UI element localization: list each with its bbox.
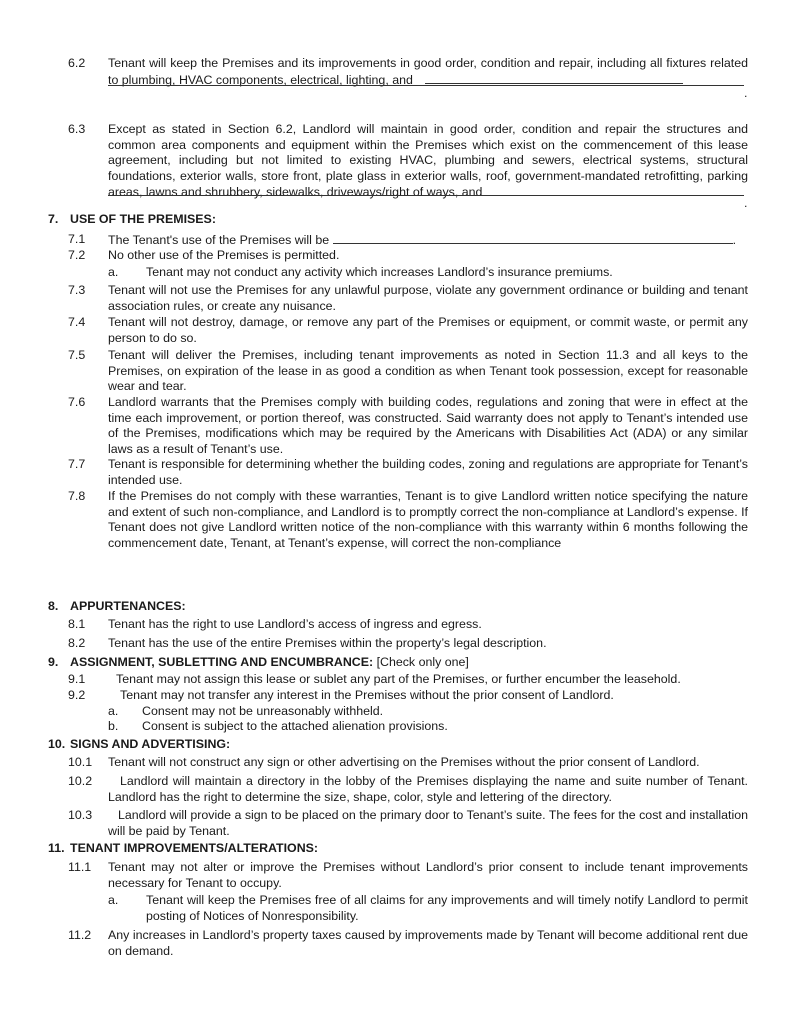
clause-number: 10.3 <box>68 808 93 822</box>
subclause-text: Tenant may not conduct any activity which increases Landlord’s insurance premiums. <box>146 264 613 279</box>
section-title: APPURTENANCES: <box>70 599 186 613</box>
subclause-letter: a. <box>108 703 119 718</box>
section-number: 7. <box>48 212 59 226</box>
clause-text: Tenant may not alter or improve the Premises without Landlord’s prior consent to include tenant improvements necessary for Tenant to occupy. <box>108 860 748 890</box>
clause-text: Tenant has the right to use Landlord’s access of ingress and egress. <box>108 617 482 631</box>
clause-7-4 <box>68 315 748 346</box>
clause-8-2 <box>68 636 748 652</box>
section-number: 10. <box>48 737 66 751</box>
clause-text: Tenant may not assign this lease or sublet any part of the Premises, or further encumber the leasehold. <box>116 672 681 686</box>
clause-number: 7.1 <box>68 232 86 246</box>
clause-9-2 <box>68 688 748 735</box>
clause-number: 6.2 <box>68 56 86 70</box>
section-heading-8 <box>48 599 748 615</box>
clause-text: Tenant has the use of the entire Premises within the property’s legal description. <box>108 636 547 650</box>
clause-text: Any increases in Landlord’s property taxes caused by improvements made by Tenant will become additional rent due on demand. <box>108 928 748 958</box>
clause-number: 11.1 <box>68 860 92 874</box>
subclause-text: Consent is subject to the attached alienation provisions. <box>142 719 448 733</box>
clause-number: 8.1 <box>68 617 86 631</box>
clause-text: Landlord will maintain a directory in the lobby of the Premises displaying the name and suite number of Tenant. Landlord has the right to determine the size, shape, color, style and lettering of the directory. <box>108 774 748 804</box>
clause-text: Tenant is responsible for determining whether the building codes, zoning and regulations are appropriate for Tenant’s intended use. <box>108 457 748 487</box>
clause-7-3 <box>68 283 748 314</box>
clause-text: The Tenant's use of the Premises will be <box>108 233 330 247</box>
section-heading-9 <box>48 655 748 671</box>
clause-number: 7.7 <box>68 457 86 471</box>
clause-10-2 <box>68 774 748 805</box>
subclause-letter: a. <box>108 264 119 279</box>
section-number: 9. <box>48 655 59 669</box>
clause-11-2 <box>68 928 748 959</box>
clause-text: Tenant will not construct any sign or other advertising on the Premises without the prior consent of Landlord. <box>108 755 700 769</box>
clause-7-7 <box>68 457 748 488</box>
clause-number: 9.2 <box>68 688 86 702</box>
clause-text: Landlord will provide a sign to be placed on the primary door to Tenant’s suite. The fees for the cost and installation will be paid by Tenant. <box>108 808 748 838</box>
clause-text: Tenant will not use the Premises for any unlawful purpose, violate any government ordinance or building and tenant association rules, or create any nuisance. <box>108 283 748 313</box>
section-note: [Check only one] <box>376 655 469 669</box>
subclause-9-2-b <box>68 719 748 735</box>
clause-number: 9.1 <box>68 672 86 686</box>
clause-number: 11.2 <box>68 928 92 942</box>
subclause-7-2-a <box>68 265 748 281</box>
clause-text: No other use of the Premises is permitted. <box>108 248 340 262</box>
clause-text: Tenant will not destroy, damage, or remove any part of the Premises or equipment, or commit waste, or permit any person to do so. <box>108 315 748 345</box>
blank-line-6-2[interactable] <box>425 72 683 84</box>
subclause-letter: b. <box>108 719 119 733</box>
clause-text: Tenant may not transfer any interest in the Premises without the prior consent of Landlord. <box>120 688 614 702</box>
section-title: SIGNS AND ADVERTISING: <box>70 737 231 751</box>
subclause-text: Tenant will keep the Premises free of all claims for any improvements and will timely notify Landlord to permit posting of Notices of Nonresponsibility. <box>146 893 748 923</box>
section-number: 11. <box>48 841 65 855</box>
subclause-text: Consent may not be unreasonably withheld. <box>142 703 384 718</box>
clause-number: 7.5 <box>68 348 86 362</box>
clause-7-8 <box>68 489 748 551</box>
clause-10-1 <box>68 755 748 771</box>
section-title: ASSIGNMENT, SUBLETTING AND ENCUMBRANCE: <box>70 655 374 669</box>
blank-line-6-3-cont[interactable] <box>108 195 744 196</box>
section-title: TENANT IMPROVEMENTS/ALTERATIONS: <box>70 841 319 855</box>
clause-text: Landlord warrants that the Premises comply with building codes, regulations and zoning that were in effect at the time each improvement, or portion thereof, was constructed. Said warranty does not apply to Tenant’s intended use of the Premises, modifications which may be required by the Americans with Disabilities Act (ADA) or any similar laws as a result of Tenant’s use. <box>108 395 748 456</box>
clause-11-1 <box>68 860 748 924</box>
clause-number: 7.8 <box>68 489 86 503</box>
clause-number: 6.3 <box>68 122 86 136</box>
clause-10-3 <box>68 808 748 839</box>
section-heading-10 <box>48 737 748 753</box>
clause-6-3 <box>68 122 748 201</box>
clause-text: If the Premises do not comply with these warranties, Tenant is to give Landlord written notice specifying the nature and extent of such non-compliance, and Landlord is to promptly correct the non-compliance at Landlord’s expense. If Tenant does not give Landlord written notice of the non-compliance with this warranty within 6 months following the commencement date, Tenant, at Tenant’s expense, will correct the non-compliance <box>108 489 748 550</box>
clause-text: Except as stated in Section 6.2, Landlord will maintain in good order, condition and repair the structures and common area components and equipment within the Premises which exist on the commencement of this lease agreement, including but not limited to existing HVAC, plumbing and sewers, electrical systems, structural foundations, exterior walls, store front, plate glass in exterior walls, roof, government-mandated retrofitting, parking areas, lawns and shrubbery, sidewalks, driveways/right of ways, and <box>108 122 748 199</box>
clause-6-2 <box>68 56 748 88</box>
clause-7-6 <box>68 395 748 457</box>
subclause-9-2-a <box>68 704 748 720</box>
clause-7-1 <box>68 232 748 249</box>
blank-line-7-1[interactable] <box>333 232 733 244</box>
clause-number: 7.3 <box>68 283 86 297</box>
subclause-letter: a. <box>108 893 119 907</box>
period: . <box>744 196 748 210</box>
period: . <box>732 233 737 247</box>
subclause-11-1-a <box>68 893 748 924</box>
clause-number: 8.2 <box>68 636 86 650</box>
clause-9-1 <box>68 672 748 688</box>
clause-text: Tenant will keep the Premises and its improvements in good order, condition and repair, including all fixtures related to plumbing, HVAC components, electrical, lighting, and <box>108 56 748 87</box>
clause-text: Tenant will deliver the Premises, including tenant improvements as noted in Section 11.3 and all keys to the Premises, on expiration of the lease in as good a condition as when Tenant took possession, except for reasonable wear and tear. <box>108 348 748 393</box>
clause-number: 10.1 <box>68 755 93 769</box>
clause-number: 7.2 <box>68 248 86 262</box>
blank-line-6-2-cont[interactable] <box>108 85 744 86</box>
section-title: USE OF THE PREMISES: <box>70 212 216 226</box>
section-heading-7 <box>48 212 748 228</box>
section-number: 8. <box>48 599 59 613</box>
section-heading-11 <box>48 841 748 857</box>
clause-number: 7.4 <box>68 315 86 329</box>
period: . <box>744 86 748 100</box>
clause-number: 7.6 <box>68 395 86 409</box>
clause-number: 10.2 <box>68 774 93 788</box>
clause-8-1 <box>68 617 748 633</box>
clause-7-5 <box>68 348 748 395</box>
clause-7-2 <box>68 248 748 280</box>
